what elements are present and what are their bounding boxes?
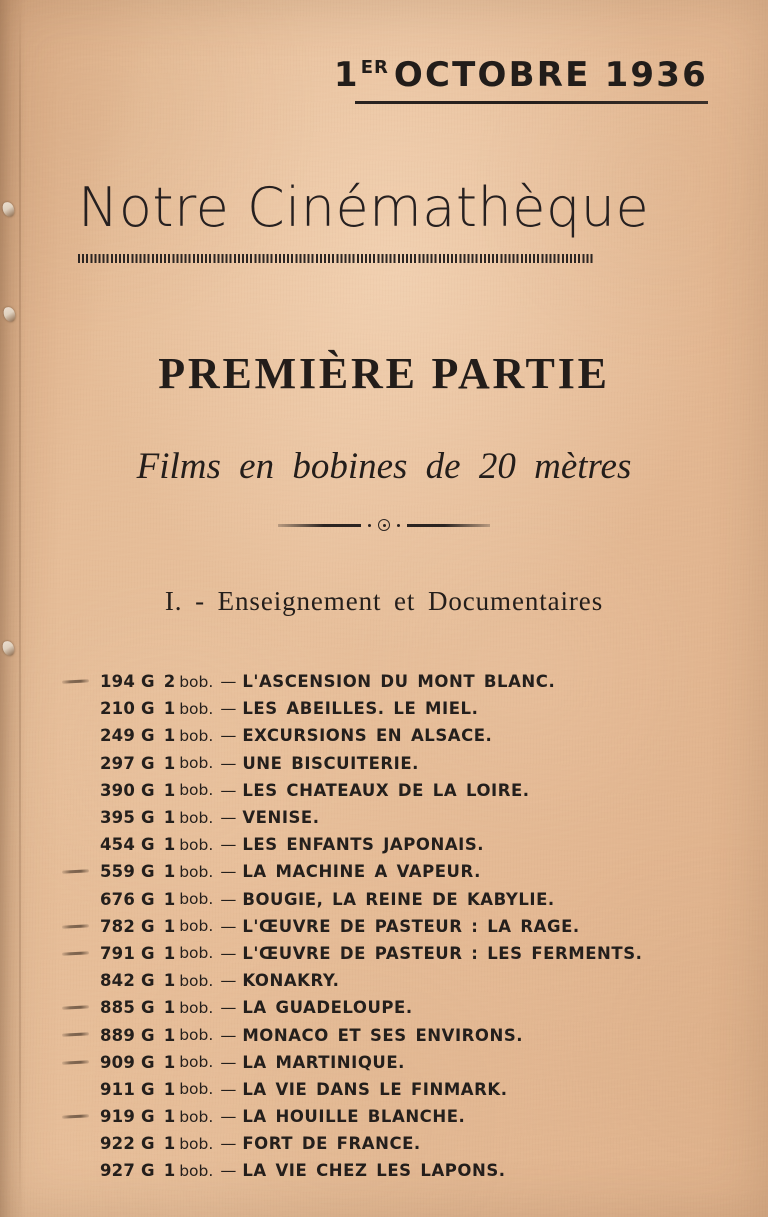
pencil-mark-annotation [62, 870, 89, 874]
film-separator-dash: — [220, 672, 236, 692]
pencil-mark-annotation [62, 1060, 89, 1064]
film-reel-count: 1 [163, 1161, 176, 1181]
ornament-dot-right [397, 524, 400, 527]
film-title: LA VIE CHEZ LES LAPONS. [242, 1161, 506, 1181]
pencil-mark-annotation [62, 924, 89, 928]
film-list-item [0, 886, 768, 913]
film-reel-count: 1 [163, 1079, 176, 1099]
film-title: L'ASCENSION DU MONT BLANC. [242, 672, 556, 692]
film-reference-number: 559 G [100, 862, 155, 882]
film-title: VENISE. [242, 808, 320, 828]
film-list-item [0, 940, 768, 967]
part-heading: PREMIÈRE PARTIE [158, 349, 610, 398]
film-reel-count: 1 [163, 889, 176, 909]
film-reference-number: 909 G [100, 1052, 155, 1072]
film-reel-count: 1 [163, 1025, 176, 1045]
film-reel-count: 1 [163, 726, 176, 746]
film-reel-unit: bob. [179, 998, 214, 1017]
film-reel-unit: bob. [179, 835, 214, 854]
issue-date-ordinal-suffix: ER [360, 57, 389, 78]
film-title: LES CHATEAUX DE LA LOIRE. [242, 780, 530, 800]
film-reel-unit: bob. [179, 1053, 214, 1072]
film-reel-unit: bob. [179, 1107, 214, 1126]
pencil-mark-annotation [62, 951, 89, 955]
film-separator-dash: — [220, 1025, 236, 1045]
film-reel-count: 1 [163, 1052, 176, 1072]
film-separator-dash: — [220, 699, 236, 719]
film-reel-count: 1 [163, 780, 176, 800]
film-separator-dash: — [220, 1079, 236, 1099]
film-separator-dash: — [220, 1134, 236, 1154]
film-reel-count: 1 [163, 862, 176, 882]
film-title: UNE BISCUITERIE. [242, 753, 419, 773]
ornament-bar-left [278, 524, 361, 527]
film-separator-dash: — [220, 971, 236, 991]
film-reel-count: 1 [163, 1107, 176, 1127]
film-reference-number: 782 G [100, 916, 155, 936]
film-list-item [0, 967, 768, 994]
masthead [78, 176, 650, 263]
film-reel-unit: bob. [179, 1161, 214, 1180]
film-reel-unit: bob. [179, 672, 214, 691]
page-title: Notre Cinémathèque [78, 176, 650, 239]
part-subheading: Films en bobines de 20 mètres [136, 446, 632, 487]
film-title: LA MACHINE A VAPEUR. [242, 862, 481, 882]
film-list-item [0, 1103, 768, 1130]
film-title: MONACO ET SES ENVIRONS. [242, 1025, 524, 1045]
film-reel-unit: bob. [179, 917, 214, 936]
film-separator-dash: — [220, 943, 236, 963]
film-reference-number: 922 G [100, 1134, 155, 1154]
film-reel-unit: bob. [179, 862, 214, 881]
issue-date-month-year: OCTOBRE 1936 [393, 55, 708, 95]
film-list-item [0, 722, 768, 749]
film-list-item [0, 777, 768, 804]
film-title: LES ENFANTS JAPONAIS. [242, 835, 485, 855]
film-separator-dash: — [220, 889, 236, 909]
film-separator-dash: — [220, 998, 236, 1018]
film-reference-number: 911 G [100, 1079, 155, 1099]
film-list-item [0, 1021, 768, 1048]
film-list-item [0, 668, 768, 695]
section-heading: I. - Enseignement et Documentaires [164, 586, 604, 616]
issue-date-underline [355, 101, 708, 104]
film-list-item [0, 1049, 768, 1076]
film-reference-number: 454 G [100, 835, 155, 855]
film-list-item [0, 1076, 768, 1103]
pencil-mark-annotation [62, 1006, 89, 1010]
film-separator-dash: — [220, 1052, 236, 1072]
film-reel-count: 1 [163, 835, 176, 855]
film-reel-count: 1 [163, 808, 176, 828]
film-reference-number: 249 G [100, 726, 155, 746]
film-reference-number: 885 G [100, 998, 155, 1018]
film-separator-dash: — [220, 753, 236, 773]
film-reference-number: 676 G [100, 889, 155, 909]
film-list-item [0, 1130, 768, 1157]
film-reference-number: 927 G [100, 1161, 155, 1181]
film-reference-number: 919 G [100, 1107, 155, 1127]
film-reel-unit: bob. [179, 971, 214, 990]
film-title: LA GUADELOUPE. [242, 998, 413, 1018]
film-separator-dash: — [220, 1107, 236, 1127]
film-reel-unit: bob. [179, 754, 214, 773]
pencil-mark-annotation [62, 1114, 89, 1118]
film-list-item [0, 804, 768, 831]
film-catalog-list [0, 668, 768, 1185]
film-separator-dash: — [220, 726, 236, 746]
ornament-dot-left [368, 524, 371, 527]
film-reference-number: 791 G [100, 943, 155, 963]
film-title: LES ABEILLES. LE MIEL. [242, 699, 479, 719]
film-reel-count: 1 [163, 1134, 176, 1154]
film-separator-dash: — [220, 862, 236, 882]
film-reel-count: 1 [163, 699, 176, 719]
film-separator-dash: — [220, 808, 236, 828]
pencil-mark-annotation [62, 1033, 89, 1037]
issue-date-day: 1 [333, 55, 360, 95]
film-title: FORT DE FRANCE. [242, 1134, 421, 1154]
film-reel-count: 2 [163, 672, 176, 692]
film-reel-count: 1 [163, 943, 176, 963]
ornament-bar-right [407, 524, 490, 527]
film-reel-unit: bob. [179, 944, 214, 963]
film-reel-unit: bob. [179, 699, 214, 718]
ornament-ring-icon [378, 519, 390, 531]
film-list-item [0, 750, 768, 777]
film-list-item [0, 695, 768, 722]
pencil-mark-annotation [62, 679, 89, 683]
film-title: BOUGIE, LA REINE DE KABYLIE. [242, 889, 555, 909]
film-reel-count: 1 [163, 998, 176, 1018]
film-list-item [0, 994, 768, 1021]
issue-date-text [333, 55, 708, 95]
film-reel-count: 1 [163, 753, 176, 773]
issue-date-header [333, 55, 708, 104]
film-reference-number: 297 G [100, 753, 155, 773]
film-title: LA HOUILLE BLANCHE. [242, 1107, 466, 1127]
film-title: L'ŒUVRE DE PASTEUR : LA RAGE. [242, 916, 580, 936]
ornament-divider [0, 519, 768, 531]
film-list-item [0, 831, 768, 858]
film-title: LA MARTINIQUE. [242, 1052, 406, 1072]
film-list-item [0, 858, 768, 885]
film-reel-count: 1 [163, 971, 176, 991]
film-reel-unit: bob. [179, 781, 214, 800]
film-reel-unit: bob. [179, 808, 214, 827]
film-title: EXCURSIONS EN ALSACE. [242, 726, 493, 746]
film-list-item [0, 913, 768, 940]
film-reel-unit: bob. [179, 726, 214, 745]
film-separator-dash: — [220, 916, 236, 936]
film-title: KONAKRY. [242, 971, 340, 991]
film-reel-unit: bob. [179, 1080, 214, 1099]
masthead-dashed-rule [78, 254, 593, 263]
film-list-item [0, 1157, 768, 1184]
film-separator-dash: — [220, 780, 236, 800]
film-reel-unit: bob. [179, 1134, 214, 1153]
film-title: LA VIE DANS LE FINMARK. [242, 1079, 508, 1099]
film-reel-unit: bob. [179, 890, 214, 909]
film-separator-dash: — [220, 1161, 236, 1181]
film-reel-unit: bob. [179, 1026, 214, 1045]
film-reference-number: 194 G [100, 672, 155, 692]
film-reference-number: 889 G [100, 1025, 155, 1045]
film-reel-count: 1 [163, 916, 176, 936]
film-reference-number: 390 G [100, 780, 155, 800]
film-reference-number: 210 G [100, 699, 155, 719]
film-title: L'ŒUVRE DE PASTEUR : LES FERMENTS. [242, 943, 643, 963]
film-reference-number: 395 G [100, 808, 155, 828]
film-reference-number: 842 G [100, 971, 155, 991]
film-separator-dash: — [220, 835, 236, 855]
